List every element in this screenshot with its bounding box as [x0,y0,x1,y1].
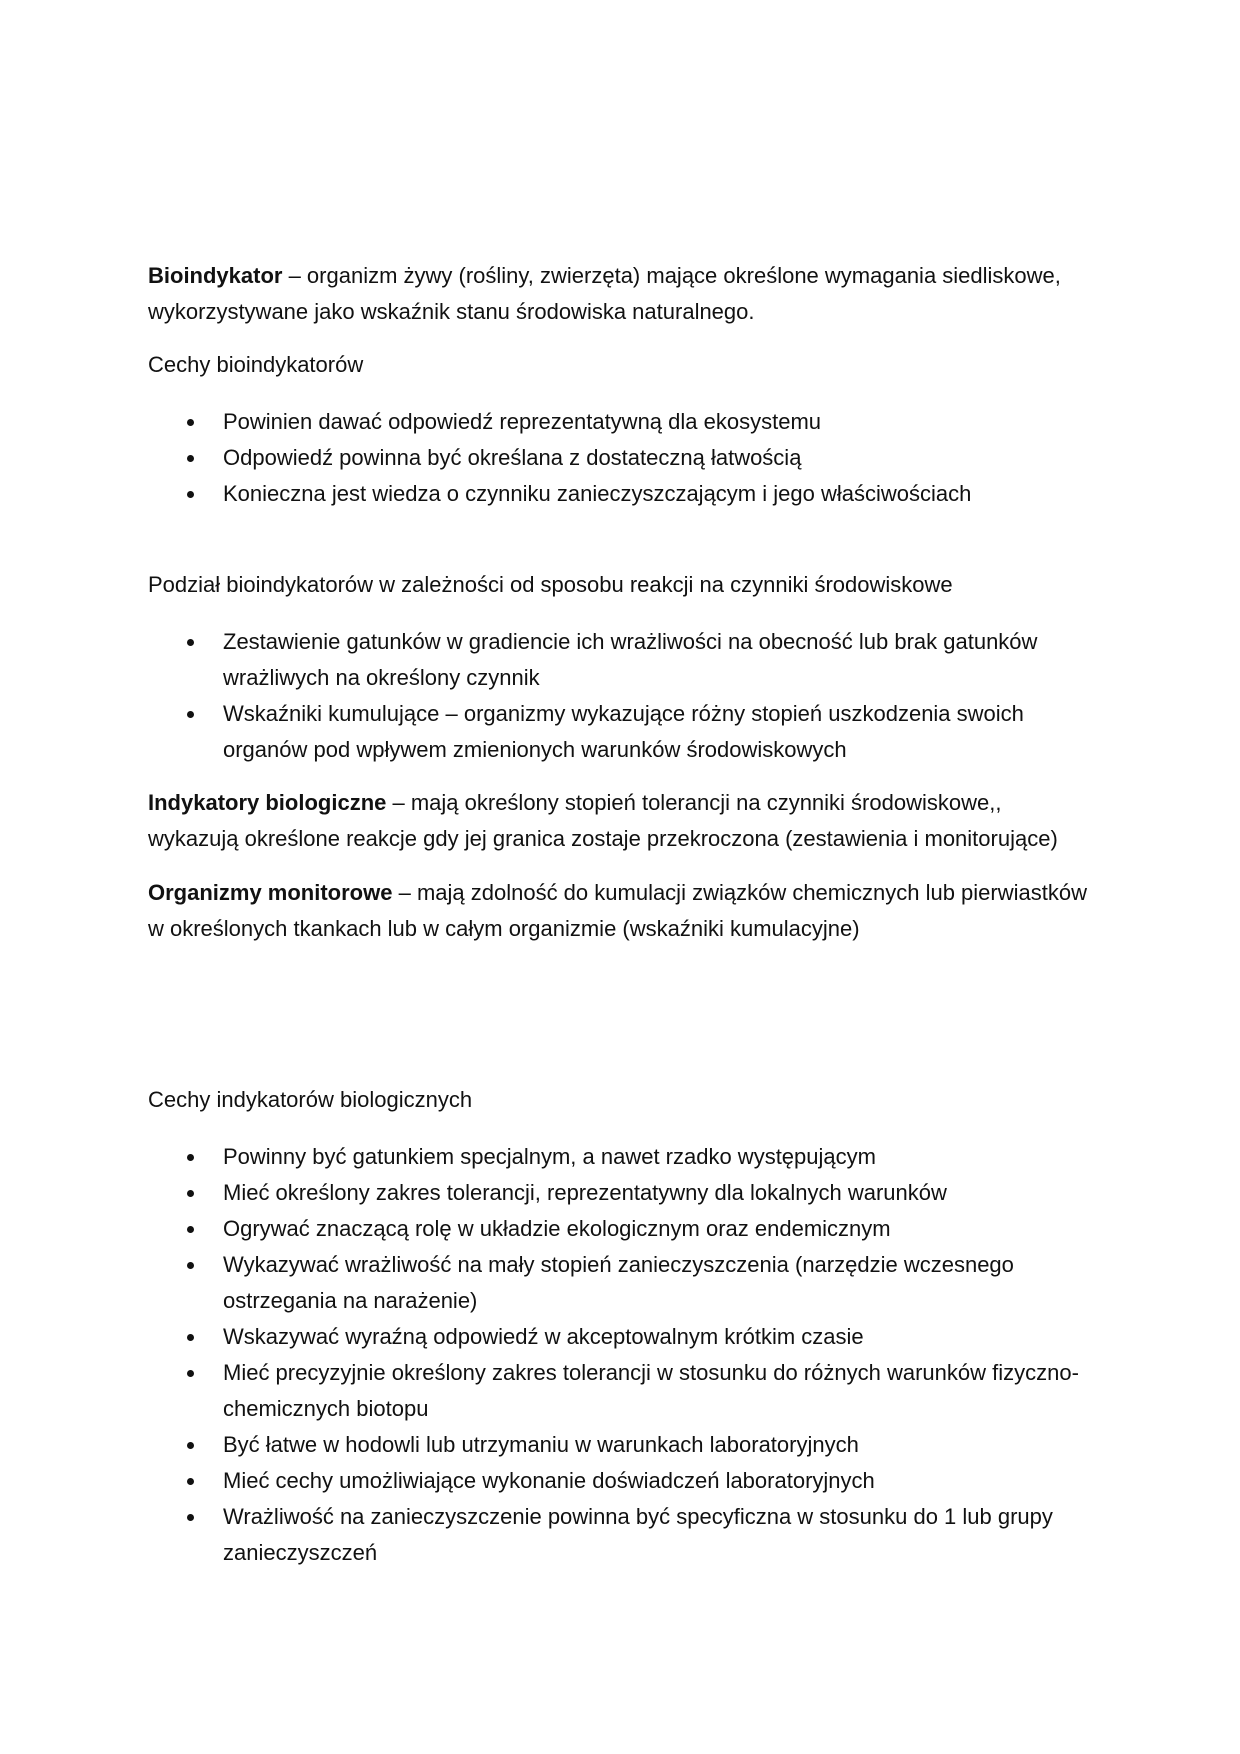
features-list [148,404,1098,512]
list-item: Odpowiedź powinna być określana z dostateczną łatwością [148,440,1098,476]
bullet-icon [187,1478,194,1485]
bullet-icon [187,491,194,498]
list-item: Konieczna jest wiedza o czynniku zanieczyszczającym i jego właściwościach [148,476,1098,512]
list-item: Być łatwe w hodowli lub utrzymaniu w warunkach laboratoryjnych [148,1427,1098,1463]
division-heading: Podział bioindykatorów w zależności od sposobu reakcji na czynniki środowiskowe [148,572,953,597]
division-list [148,624,1098,768]
bioindicator-definition [148,258,1098,330]
bio-features-list [148,1139,1098,1571]
list-item: Wykazywać wrażliwość na mały stopień zanieczyszczenia (narzędzie wczesnego ostrzegania na narażenie) [148,1247,1098,1319]
list-item: Mieć precyzyjnie określony zakres tolerancji w stosunku do różnych warunków fizyczno-chemicznych biotopu [148,1355,1098,1427]
bio-features-heading: Cechy indykatorów biologicznych [148,1087,473,1112]
list-item: Mieć cechy umożliwiające wykonanie doświadczeń laboratoryjnych [148,1463,1098,1499]
monitor-organisms-definition [148,875,1098,947]
list-item: Ogrywać znaczącą rolę w układzie ekologicznym oraz endemicznym [148,1211,1098,1247]
bullet-icon [187,1442,194,1449]
bullet-icon [187,1514,194,1521]
list-item: Wskaźniki kumulujące – organizmy wykazujące różny stopień uszkodzenia swoich organów pod wpływem zmienionych warunków środowiskowych [148,696,1098,768]
bullet-icon [187,1334,194,1341]
list-item: Mieć określony zakres tolerancji, reprezentatywny dla lokalnych warunków [148,1175,1098,1211]
monitor-organisms-term: Organizmy monitorowe [148,880,393,905]
bullet-icon [187,1154,194,1161]
bioindicator-term: Bioindykator [148,263,283,288]
bullet-icon [187,419,194,426]
list-item: Wrażliwość na zanieczyszczenie powinna być specyficzna w stosunku do 1 lub grupy zanieczyszczeń [148,1499,1098,1571]
bullet-icon [187,455,194,462]
list-item: Zestawienie gatunków w gradiencie ich wrażliwości na obecność lub brak gatunków wrażliwych na określony czynnik [148,624,1098,696]
list-item: Powinny być gatunkiem specjalnym, a nawet rzadko występującym [148,1139,1098,1175]
bullet-icon [187,1190,194,1197]
bullet-icon [187,639,194,646]
bioindicator-text: – organizm żywy (rośliny, zwierzęta) mające określone wymagania siedliskowe, wykorzystywane jako wskaźnik stanu środowiska naturalnego. [148,263,1061,324]
biological-indicators-text: – mają określony stopień tolerancji na czynniki środowiskowe,, wykazują określone reakcje gdy jej granica zostaje przekroczona (zestawienia i monitorujące) [148,790,1058,851]
features-heading: Cechy bioindykatorów [148,352,364,377]
list-item: Powinien dawać odpowiedź reprezentatywną dla ekosystemu [148,404,1098,440]
bullet-icon [187,1370,194,1377]
biological-indicators-term: Indykatory biologiczne [148,790,387,815]
list-item: Wskazywać wyraźną odpowiedź w akceptowalnym krótkim czasie [148,1319,1098,1355]
biological-indicators-definition [148,785,1098,857]
bullet-icon [187,1226,194,1233]
bullet-icon [187,711,194,718]
monitor-organisms-text: – mają zdolność do kumulacji związków chemicznych lub pierwiastków w określonych tkankach lub w całym organizmie (wskaźniki kumulacyjne) [148,880,1087,941]
bullet-icon [187,1262,194,1269]
